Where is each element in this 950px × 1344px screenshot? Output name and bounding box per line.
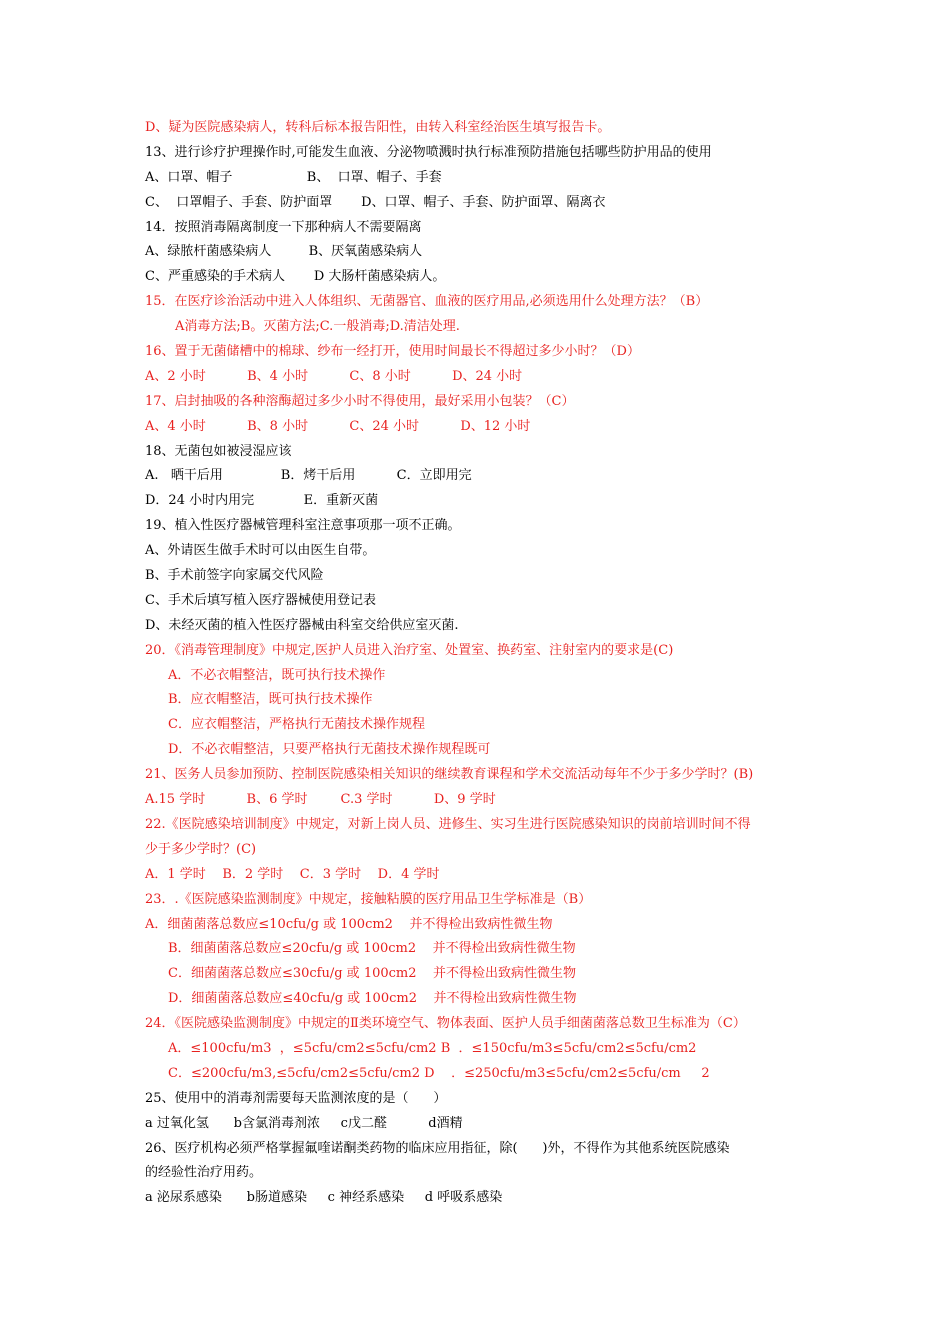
text-line: 24．《医院感染监测制度》中规定的Ⅱ类环境空气、物体表面、医护人员手细菌菌落总数卫生标准为（C） [145,1016,746,1032]
text-line: 26、医疗机构必须严格掌握氟喹诺酮类药物的临床应用指征，除( )外，不得作为其他系统医院感染 [145,1140,730,1156]
text-line: D．24 小时内用完 E．重新灭菌 [145,493,379,509]
text-line: A．细菌菌落总数应≤10cfu/g 或 100cm2 并不得检出致病性微生物 [145,916,553,932]
text-line: 23．.《医院感染监测制度》中规定，接触粘膜的医疗用品卫生学标准是（B） [145,891,592,907]
text-line: A．≤100cfu/m3 ，≤5cfu/cm2≤5cfu/cm2 B ．≤150cfu/m3≤5cfu/cm2≤5cfu/cm2 [168,1040,697,1056]
text-line: A、绿脓杆菌感染病人 B、厌氧菌感染病人 [145,244,423,260]
text-line: D．细菌菌落总数应≤40cfu/g 或 100cm2 并不得检出致病性微生物 [168,991,577,1007]
text-line: a 泌尿系感染 b肠道感染 c 神经系感染 d 呼吸系感染 [145,1190,503,1206]
text-line: C．细菌菌落总数应≤30cfu/g 或 100cm2 并不得检出致病性微生物 [168,966,577,982]
text-line: A、4 小时 B、8 小时 C、24 小时 D、12 小时 [145,418,531,434]
text-line: A、口罩、帽子 B、 口罩、帽子、手套 [145,169,442,185]
text-line: A. 晒干后用 B．烤干后用 C．立即用完 [145,468,472,484]
text-line: C、 口罩帽子、手套、防护面罩 D、口罩、帽子、手套、防护面罩、隔离衣 [145,194,606,210]
text-line: A．1 学时 B．2 学时 C．3 学时 D．4 学时 [145,866,440,882]
text-line: A、2 小时 B、4 小时 C、8 小时 D、24 小时 [145,368,523,384]
text-line: B．应衣帽整洁，既可执行技术操作 [168,692,373,708]
text-line: 21、医务人员参加预防、控制医院感染相关知识的继续教育课程和学术交流活动每年不少于多少学时？(B) [145,767,754,783]
text-line: 16、置于无菌储槽中的棉球、纱布一经打开，使用时间最长不得超过多少小时？（D） [145,344,640,360]
text-line: 的经验性治疗用药。 [145,1165,263,1181]
text-line: A、外请医生做手术时可以由医生自带。 [145,543,376,559]
text-line: 19、植入性医疗器械管理科室注意事项那一项不正确。 [145,518,461,534]
text-line: A.15 学时 B、6 学时 C.3 学时 D、9 学时 [145,792,496,808]
text-line: 20．《消毒管理制度》中规定,医护人员进入治疗室、处置室、换药室、注射室内的要求是(C) [145,642,674,658]
text-line: D．不必衣帽整洁，只要严格执行无菌技术操作规程既可 [168,742,491,758]
text-line: a 过氧化氢 b含氯消毒剂浓 c戊二醛 d酒精 [145,1115,463,1131]
text-line: D、疑为医院感染病人，转科后标本报告阳性，由转入科室经治医生填写报告卡。 [145,120,611,135]
text-line: 13、进行诊疗护理操作时,可能发生血液、分泌物喷溅时执行标准预防措施包括哪些防护用品的使用 [145,144,712,160]
text-line: C．≤200cfu/m3,≤5cfu/cm2≤5cfu/cm2 D ．≤250cfu/m3≤5cfu/cm2≤5cfu/cm 2 [168,1065,710,1081]
text-line: 18、无菌包如被浸湿应该 [145,443,292,459]
text-line: C、严重感染的手术病人 D 大肠杆菌感染病人。 [145,269,446,285]
text-line: 少于多少学时？(C) [145,841,257,857]
text-line: B、手术前签字向家属交代风险 [145,568,324,584]
text-line: 25、使用中的消毒剂需要每天监测浓度的是（ ） [145,1090,447,1106]
text-line: C、手术后填写植入医疗器械使用登记表 [145,592,376,608]
text-line: 22.《医院感染培训制度》中规定，对新上岗人员、进修生、实习生进行医院感染知识的岗前培训时间不得 [145,816,751,832]
text-line: A消毒方法;B。灭菌方法;C.一般消毒;D.清洁处理. [175,319,460,335]
text-line: 14．按照消毒隔离制度一下那种病人不需要隔离 [145,219,422,235]
text-line: 15．在医疗诊治活动中进入人体组织、无菌器官、血液的医疗用品,必须选用什么处理方法？（B） [145,294,709,310]
document-body [145,116,825,1211]
text-line: C．应衣帽整洁，严格执行无菌技术操作规程 [168,717,425,733]
text-line: A．不必衣帽整洁，既可执行技术操作 [168,667,386,683]
text-line: D、未经灭菌的植入性医疗器械由科室交给供应室灭菌. [145,617,459,633]
text-line: 17、启封抽吸的各种溶酶超过多少小时不得使用，最好采用小包装？（C） [145,393,575,409]
text-line: B．细菌菌落总数应≤20cfu/g 或 100cm2 并不得检出致病性微生物 [168,941,576,957]
